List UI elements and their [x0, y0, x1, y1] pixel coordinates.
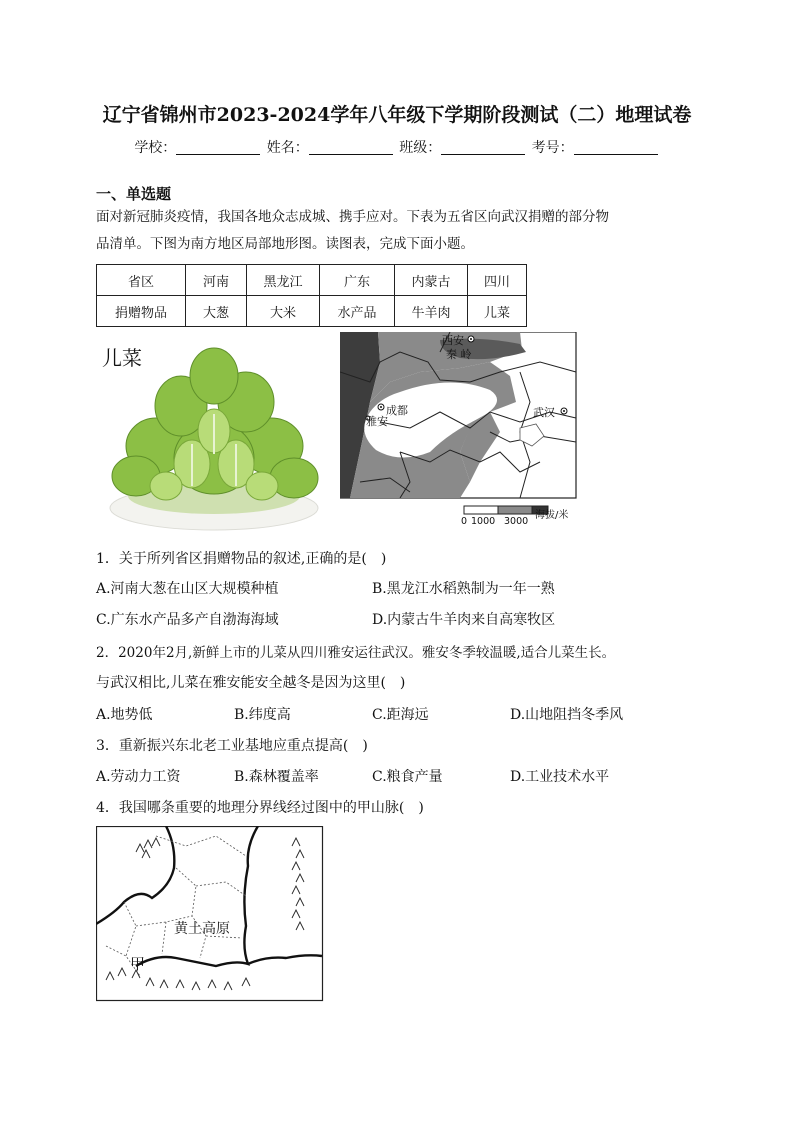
q1-option-d[interactable]: D.内蒙古牛羊肉来自高寒牧区 [372, 612, 556, 628]
q1-option-b[interactable]: B.黑龙江水稻熟制为一年一熟 [372, 581, 555, 597]
table-cell: 牛羊肉 [395, 296, 468, 327]
q1-option-c[interactable]: C.广东水产品多产自渤海海域 [96, 612, 279, 628]
question-2-stem-line-2: 与武汉相比,儿菜在雅安能安全越冬是因为这里( ) [96, 675, 406, 691]
legend-tick: 3000 [504, 516, 529, 527]
legend-tick: 0 [461, 516, 468, 527]
student-info-line [0, 137, 794, 157]
table-cell: 黑龙江 [247, 265, 320, 296]
exam-no-blank[interactable] [574, 140, 658, 155]
table-cell: 内蒙古 [395, 265, 468, 296]
map-label-loess-plateau: 黄土高原 [174, 921, 230, 937]
exam-title: 辽宁省锦州市2023-2024学年八年级下学期阶段测试（二）地理试卷 [102, 104, 692, 126]
class-blank[interactable] [441, 140, 525, 155]
map-label-xian: 西安 [442, 334, 464, 347]
name-label: 姓名： [266, 140, 309, 156]
q1-option-a[interactable]: A.河南大葱在山区大规模种植 [96, 581, 279, 597]
q2-option-d[interactable]: D.山地阻挡冬季风 [510, 707, 624, 723]
class-label: 班级： [399, 140, 442, 156]
donation-table [96, 264, 527, 327]
q2-option-c[interactable]: C.距海远 [372, 707, 429, 723]
legend-unit: 海拔/米 [535, 510, 569, 521]
intro-line-2: 品清单。下图为南方地区局部地形图。读图表，完成下面小题。 [96, 236, 474, 252]
table-row [97, 265, 527, 296]
loess-map-svg [96, 826, 324, 1002]
table-cell: 大米 [247, 296, 320, 327]
loess-plateau-map [96, 826, 324, 1002]
q2-option-b[interactable]: B.纬度高 [234, 707, 291, 723]
map-label-yaan: 雅安 [366, 415, 388, 428]
map-label-jia: 甲 [130, 955, 146, 973]
table-cell: 河南 [186, 265, 247, 296]
question-3-stem: 3．重新振兴东北老工业基地应重点提高( ) [96, 738, 368, 754]
map-label-chengdu: 成都 [386, 404, 408, 417]
table-cell: 广东 [320, 265, 395, 296]
q2-option-a[interactable]: A.地势低 [96, 707, 153, 723]
q3-option-c[interactable]: C.粮食产量 [372, 769, 443, 785]
map-label-qinling: 秦 岭 [446, 348, 472, 361]
table-row [97, 296, 527, 327]
table-cell: 捐赠物品 [97, 296, 186, 327]
school-blank[interactable] [176, 140, 260, 155]
q3-option-b[interactable]: B.森林覆盖率 [234, 769, 319, 785]
table-cell: 儿菜 [468, 296, 527, 327]
section-heading: 一、单选题 [96, 185, 172, 203]
question-2-stem-line-1: 2．2020年2月,新鲜上市的儿菜从四川雅安运往武汉。雅安冬季较温暖,适合儿菜生长。 [96, 645, 616, 661]
legend-tick: 1000 [471, 516, 496, 527]
exam-no-label: 考号： [531, 140, 574, 156]
table-cell: 省区 [97, 265, 186, 296]
table-cell: 水产品 [320, 296, 395, 327]
terrain-map [340, 332, 578, 530]
school-label: 学校： [134, 140, 177, 156]
question-4-stem: 4．我国哪条重要的地理分界线经过图中的甲山脉( ) [96, 800, 424, 816]
table-cell: 大葱 [186, 296, 247, 327]
intro-line-1: 面对新冠肺炎疫情，我国各地众志成城、携手应对。下表为五省区向武汉捐赠的部分物 [96, 209, 609, 225]
photo-label: 儿菜 [102, 346, 142, 370]
q3-option-d[interactable]: D.工业技术水平 [510, 769, 610, 785]
q3-option-a[interactable]: A.劳动力工资 [96, 769, 181, 785]
table-cell: 四川 [468, 265, 527, 296]
name-blank[interactable] [309, 140, 393, 155]
map-label-wuhan: 武汉 [533, 406, 555, 419]
vegetable-photo [96, 336, 334, 532]
question-1-stem: 1．关于所列省区捐赠物品的叙述,正确的是( ) [96, 551, 387, 567]
intro-text [96, 204, 706, 258]
